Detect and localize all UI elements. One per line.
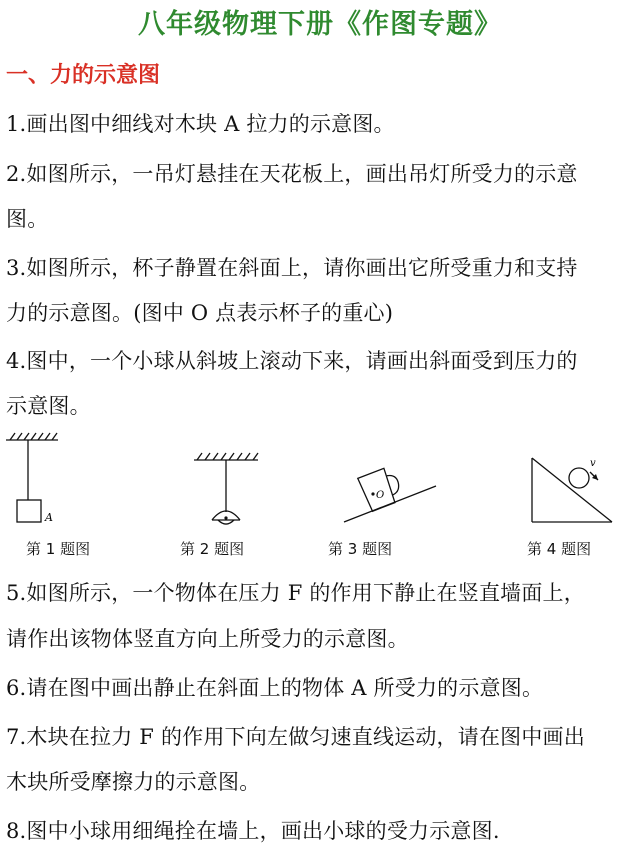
question-1-line: 1.画出图中细线对木块 A 拉力的示意图。 [6,112,395,136]
question-6-line: 6.请在图中画出静止在斜面上的物体 A 所受力的示意图。 [6,676,544,700]
figure-4-caption: 第 4 题图 [527,540,592,558]
center-of-mass-label: O [376,490,385,501]
figure-1-caption: 第 1 题图 [26,540,91,558]
question-4-line-2: 示意图。 [6,394,91,418]
figure-1 [4,430,64,530]
question-2-line-1: 2.如图所示，一吊灯悬挂在天花板上，画出吊灯所受力的示意 [6,162,578,186]
question-7-line-2: 木块所受摩擦力的示意图。 [6,770,261,794]
figure-3 [340,430,440,530]
section-heading: 一、力的示意图 [6,63,161,88]
velocity-label: v [590,458,596,469]
question-5-line-1: 5.如图所示，一个物体在压力 F 的作用下静止在竖直墙面上， [6,581,585,605]
question-4-line-1: 4.图中，一个小球从斜坡上滚动下来，请画出斜面受到压力的 [6,349,578,373]
question-2-line-2: 图。 [6,207,49,231]
question-8-line: 8.图中小球用细绳拴在墙上，画出小球的受力示意图. [6,819,500,843]
question-5-line-2: 请作出该物体竖直方向上所受力的示意图。 [6,627,409,651]
block-label: A [45,511,53,524]
question-3-line-2: 力的示意图。(图中 O 点表示杯子的重心) [6,301,394,325]
figure-2-caption: 第 2 题图 [180,540,245,558]
figure-4 [526,430,616,530]
figure-3-caption: 第 3 题图 [328,540,393,558]
question-7-line-1: 7.木块在拉力 F 的作用下向左做匀速直线运动，请在图中画出 [6,725,585,749]
page-title: 八年级物理下册《作图专题》 [138,9,502,40]
question-3-line-1: 3.如图所示，杯子静置在斜面上，请你画出它所受重力和支持 [6,256,578,280]
figure-2 [190,430,262,530]
